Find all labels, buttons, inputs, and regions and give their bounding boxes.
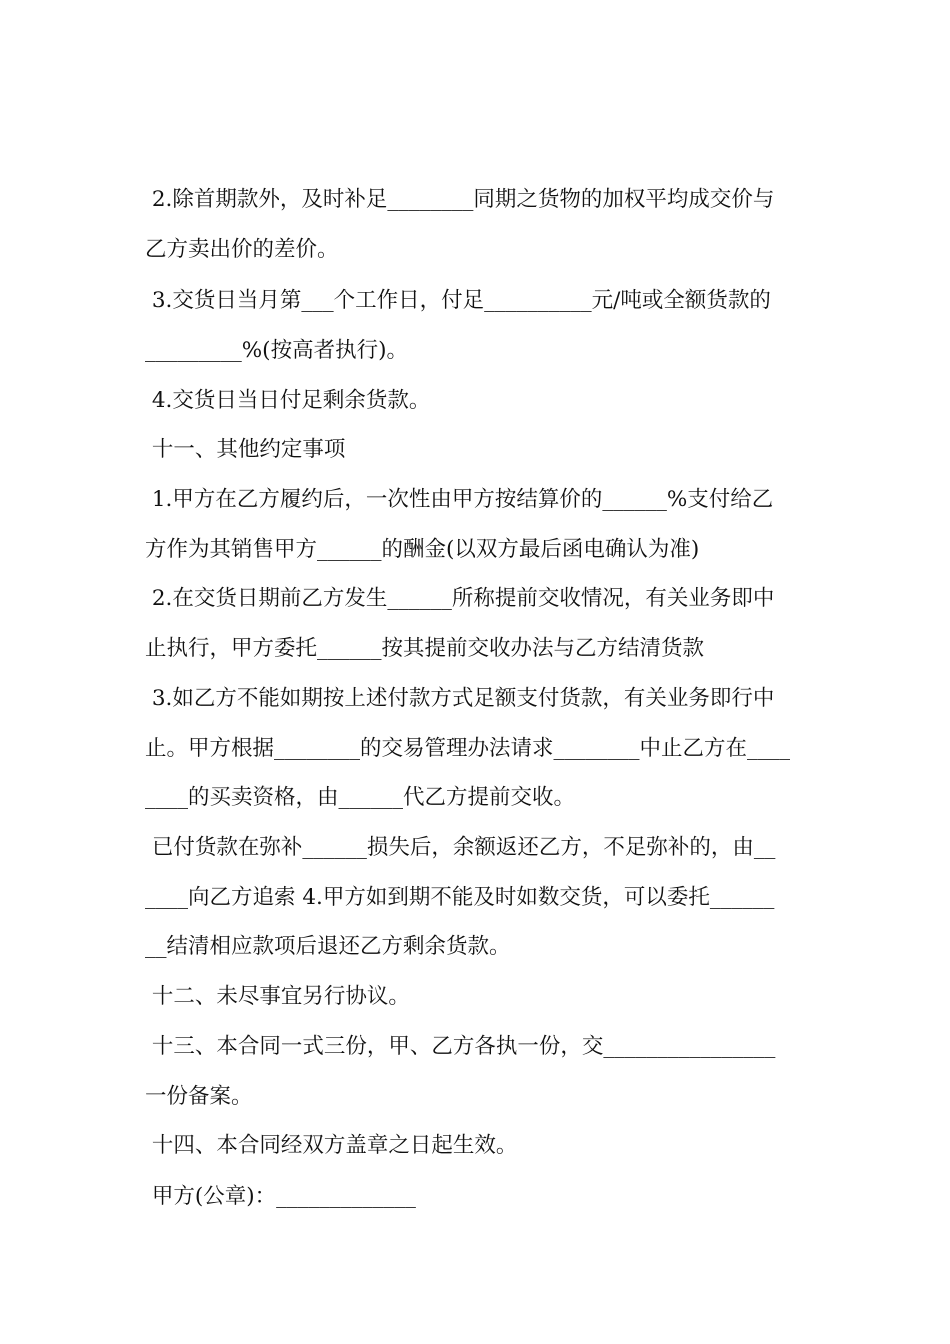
section-heading: 十一、其他约定事项 — [145, 437, 346, 462]
text-line: 已付货款在弥补______损失后，余额返还乙方，不足弥补的，由__ — [145, 835, 776, 860]
text-line: 3.交货日当月第___个工作日，付足__________元/吨或全额货款的 — [145, 288, 771, 313]
section-heading: 十四、本合同经双方盖章之日起生效。 — [145, 1133, 518, 1158]
text-line: ____的买卖资格，由______代乙方提前交收。 — [145, 785, 576, 810]
text-line: 止执行，甲方委托______按其提前交收办法与乙方结清货款 — [145, 636, 705, 661]
text-line: _________%(按高者执行)。 — [145, 338, 408, 363]
text-line: __结清相应款项后退还乙方剩余货款。 — [145, 934, 511, 959]
text-line: 2.在交货日期前乙方发生______所称提前交收情况，有关业务即中 — [145, 586, 775, 611]
text-line: 乙方卖出价的差价。 — [145, 237, 339, 262]
text-line: 一份备案。 — [145, 1084, 253, 1109]
text-line: 方作为其销售甲方______的酬金(以双方最后函电确认为准) — [145, 537, 700, 562]
text-line: ____向乙方追索 4.甲方如到期不能及时如数交货，可以委托______ — [145, 885, 775, 910]
text-line: 4.交货日当日付足剩余货款。 — [145, 388, 431, 413]
text-line: 1.甲方在乙方履约后，一次性由甲方按结算价的______%支付给乙 — [145, 487, 774, 512]
text-line: 2.除首期款外，及时补足________同期之货物的加权平均成交价与 — [145, 187, 775, 212]
text-line: 3.如乙方不能如期按上述付款方式足额支付货款，有关业务即行中 — [145, 686, 775, 711]
text-line: 止。甲方根据________的交易管理办法请求________中止乙方在____ — [145, 736, 791, 761]
signature-line: 甲方(公章)：_____________ — [145, 1184, 416, 1209]
section-heading: 十二、未尽事宜另行协议。 — [145, 984, 410, 1009]
section-heading: 十三、本合同一式三份，甲、乙方各执一份，交________________ — [145, 1034, 776, 1059]
